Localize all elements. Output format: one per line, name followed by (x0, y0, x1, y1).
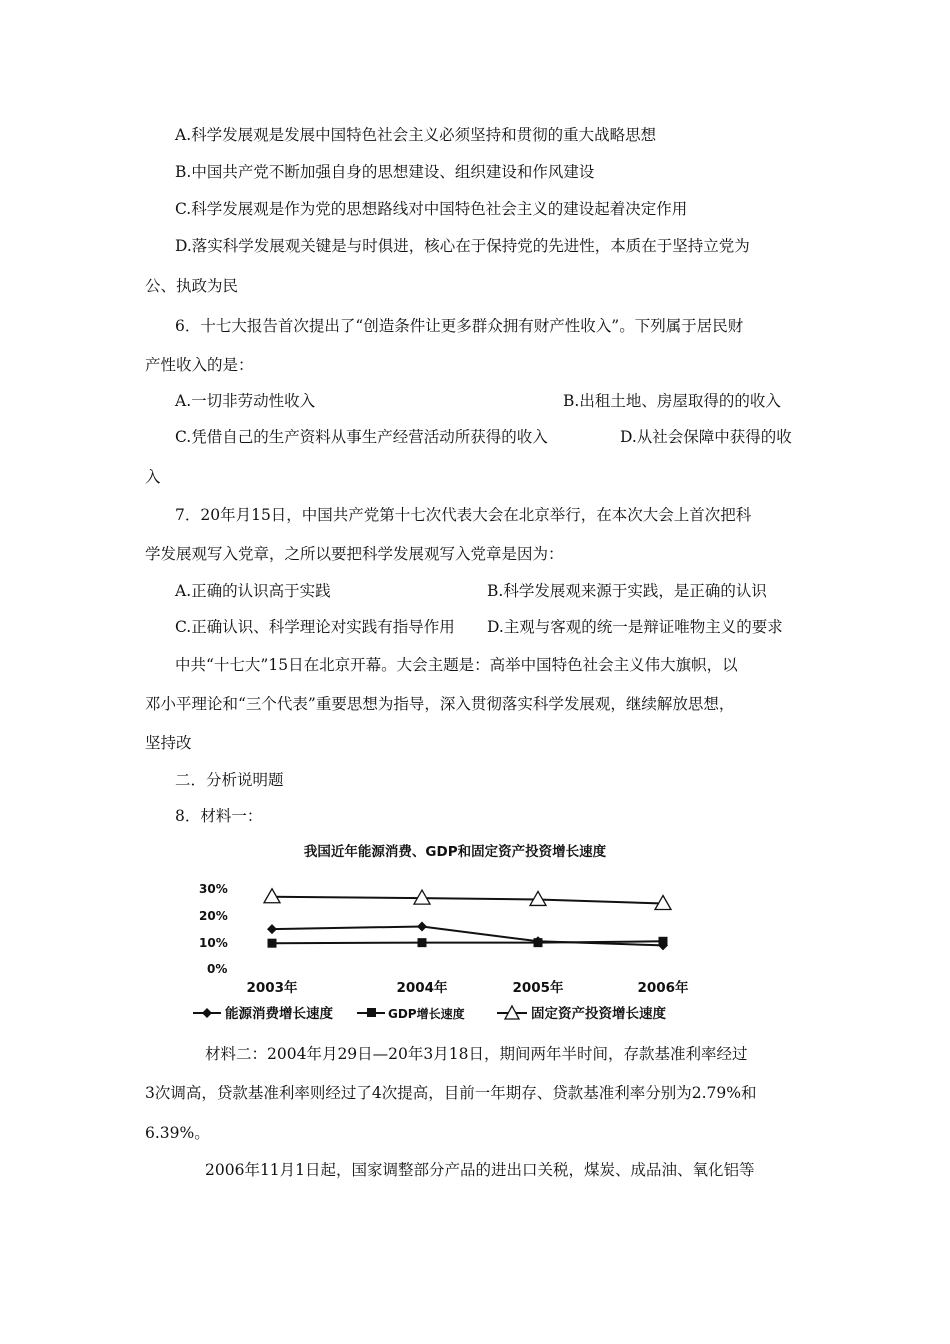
text-line: C.凭借自己的生产资料从事生产经营活动所获得的收入 (175, 428, 548, 446)
data-point (659, 937, 668, 946)
y-tick-label: 10% (199, 936, 228, 950)
series-line (272, 897, 663, 904)
data-point (267, 924, 277, 934)
data-point (268, 939, 277, 948)
text-line: 7．20年月15日，中国共产党第十七次代表大会在北京举行，在本次大会上首次把科 (175, 506, 752, 524)
text-line: 产性收入的是： (145, 356, 254, 374)
text-line: A.正确的认识高于实践 (175, 582, 331, 600)
text-line: 6．十七大报告首次提出了“创造条件让更多群众拥有财产性收入”。下列属于居民财 (175, 317, 744, 335)
text-line: 公、执政为民 (145, 277, 239, 295)
text-line: 坚持改 (145, 734, 192, 752)
text-line: A.一切非劳动性收入 (175, 392, 316, 410)
series-triangle (264, 889, 671, 910)
text-line: 入 (145, 468, 161, 486)
text-line: 6.39%。 (145, 1124, 210, 1142)
growth-chart (185, 838, 725, 1023)
text-line: B.中国共产党不断加强自身的思想建设、组织建设和作风建设 (175, 163, 595, 181)
text-line: 邓小平理论和“三个代表”重要思想为指导，深入贯彻落实科学发展观，继续解放思想， (145, 695, 735, 713)
data-point (417, 921, 427, 931)
text-line: 学发展观写入党章，之所以要把科学发展观写入党章是因为： (145, 545, 564, 563)
text-line: B.科学发展观来源于实践，是正确的认识 (487, 582, 767, 600)
text-line: B.出租土地、房屋取得的的收入 (563, 392, 781, 410)
data-point (534, 938, 543, 947)
chart-legend (193, 1005, 666, 1022)
legend-label: GDP增长速度 (388, 1007, 465, 1021)
legend-label: 固定资产投资增长速度 (531, 1006, 666, 1022)
text-line: C.正确认识、科学理论对实践有指导作用 (175, 618, 455, 636)
data-point (264, 889, 280, 903)
x-tick-label: 2003年 (246, 980, 298, 996)
legend-square-marker (367, 1008, 376, 1017)
data-point (418, 938, 427, 947)
legend-diamond-marker (202, 1008, 212, 1018)
text-line: 2006年11月1日起，国家调整部分产品的进出口关税，煤炭、成品油、氧化铝等 (205, 1161, 755, 1179)
x-tick-label: 2006年 (637, 980, 689, 996)
y-tick-label: 30% (199, 882, 228, 896)
y-tick-label: 20% (199, 909, 228, 923)
text-line: 3次调高，贷款基准利率则经过了4次提高，目前一年期存、贷款基准利率分别为2.79%和 (145, 1084, 757, 1102)
text-line: D.主观与客观的统一是辩证唯物主义的要求 (487, 618, 783, 636)
text-line: 二．分析说明题 (175, 771, 284, 789)
y-tick-label: 0% (207, 962, 228, 976)
text-line: D.从社会保障中获得的收 (620, 428, 792, 446)
legend-label: 能源消费增长速度 (225, 1006, 333, 1022)
x-tick-label: 2005年 (512, 980, 564, 996)
text-line: A.科学发展观是发展中国特色社会主义必须坚持和贯彻的重大战略思想 (175, 126, 657, 144)
chart-title: 我国近年能源消费、GDP和固定资产投资增长速度 (303, 844, 607, 860)
x-tick-label: 2004年 (396, 980, 448, 996)
text-line: 中共“十七大”15日在北京开幕。大会主题是：高举中国特色社会主义伟大旗帜，以 (175, 656, 738, 674)
text-line: 材料二：2004年月29日—20年3月18日，期间两年半时间，存款基准利率经过 (205, 1045, 748, 1063)
text-line: 8．材料一： (175, 807, 263, 825)
text-line: C.科学发展观是作为党的思想路线对中国特色社会主义的建设起着决定作用 (175, 200, 688, 218)
series-line (272, 941, 663, 943)
text-line: D.落实科学发展观关键是与时俱进，核心在于保持党的先进性，本质在于坚持立党为 (175, 237, 750, 255)
series-square (268, 937, 668, 948)
series-diamond (267, 921, 668, 950)
chart-svg (185, 838, 725, 1023)
